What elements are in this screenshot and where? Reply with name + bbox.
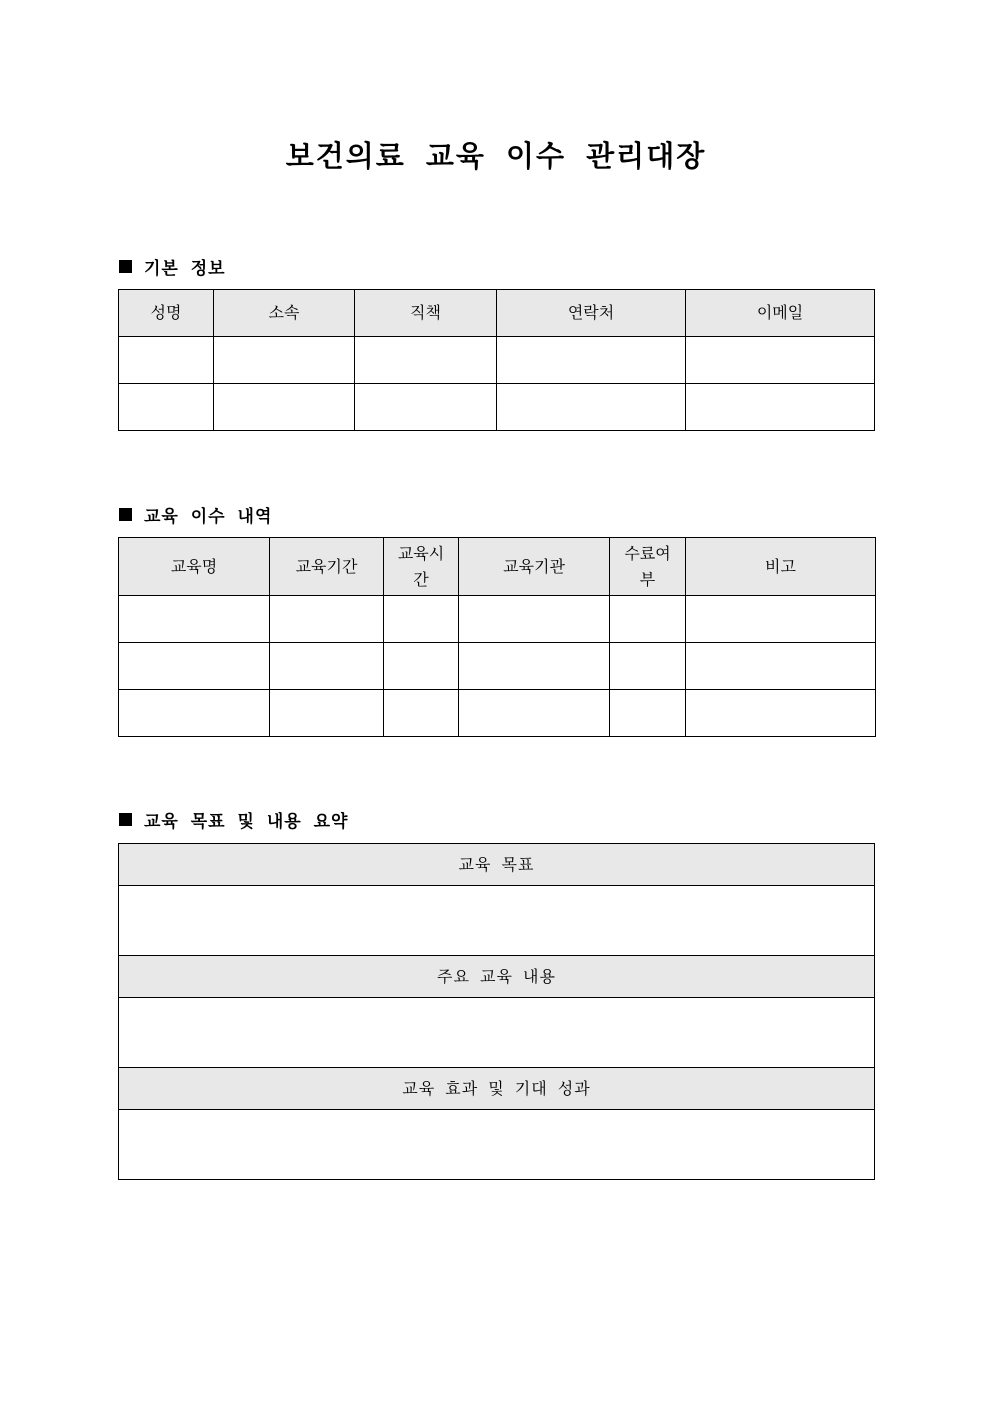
- name-cell[interactable]: [119, 337, 214, 384]
- page-title: 보건의료 교육 이수 관리대장: [285, 139, 707, 173]
- summary-content-row: [119, 886, 875, 956]
- course-hours-cell[interactable]: [384, 690, 459, 737]
- summary-table: [118, 843, 875, 1180]
- expected-outcome-content[interactable]: [119, 1110, 875, 1180]
- expected-outcome-label: 교육 효과 및 기대 성과: [119, 1068, 875, 1110]
- column-header-completion-status: 수료여부: [610, 538, 686, 596]
- summary-header-row: [119, 844, 875, 886]
- course-period-cell[interactable]: [270, 596, 384, 643]
- table-row: [119, 596, 876, 643]
- course-hours-cell[interactable]: [384, 643, 459, 690]
- education-history-table: [118, 537, 876, 737]
- main-content-content[interactable]: [119, 998, 875, 1068]
- main-content-label: 주요 교육 내용: [119, 956, 875, 998]
- section-heading-education-history: [119, 502, 272, 527]
- course-hours-cell[interactable]: [384, 596, 459, 643]
- institution-cell[interactable]: [459, 690, 610, 737]
- course-period-cell[interactable]: [270, 690, 384, 737]
- table-row: [119, 384, 875, 431]
- education-goal-content[interactable]: [119, 886, 875, 956]
- email-cell[interactable]: [686, 384, 875, 431]
- square-bullet-icon: [119, 813, 132, 826]
- table-row: [119, 690, 876, 737]
- institution-cell[interactable]: [459, 596, 610, 643]
- basic-info-table: [118, 289, 875, 431]
- course-name-cell[interactable]: [119, 690, 270, 737]
- table-header-row: [119, 290, 875, 337]
- course-name-cell[interactable]: [119, 643, 270, 690]
- summary-header-row: [119, 956, 875, 998]
- education-goal-label: 교육 목표: [119, 844, 875, 886]
- table-row: [119, 643, 876, 690]
- contact-cell[interactable]: [497, 337, 686, 384]
- section-heading-summary: [119, 807, 348, 832]
- column-header-remarks: 비고: [686, 538, 876, 596]
- square-bullet-icon: [119, 260, 132, 273]
- summary-header-row: [119, 1068, 875, 1110]
- position-cell[interactable]: [355, 384, 497, 431]
- remarks-cell[interactable]: [686, 690, 876, 737]
- completion-status-cell[interactable]: [610, 643, 686, 690]
- column-header-course-period: 교육기간: [270, 538, 384, 596]
- completion-status-cell[interactable]: [610, 690, 686, 737]
- name-cell[interactable]: [119, 384, 214, 431]
- summary-content-row: [119, 998, 875, 1068]
- remarks-cell[interactable]: [686, 643, 876, 690]
- column-header-contact: 연락처: [497, 290, 686, 337]
- column-header-course-name: 교육명: [119, 538, 270, 596]
- column-header-name: 성명: [119, 290, 214, 337]
- remarks-cell[interactable]: [686, 596, 876, 643]
- course-name-cell[interactable]: [119, 596, 270, 643]
- affiliation-cell[interactable]: [214, 384, 355, 431]
- course-period-cell[interactable]: [270, 643, 384, 690]
- column-header-position: 직책: [355, 290, 497, 337]
- column-header-institution: 교육기관: [459, 538, 610, 596]
- section-heading-label: 기본 정보: [144, 259, 226, 279]
- square-bullet-icon: [119, 508, 132, 521]
- table-header-row: [119, 538, 876, 596]
- contact-cell[interactable]: [497, 384, 686, 431]
- section-heading-label: 교육 목표 및 내용 요약: [144, 812, 349, 832]
- summary-content-row: [119, 1110, 875, 1180]
- column-header-email: 이메일: [686, 290, 875, 337]
- column-header-course-hours: 교육시간: [384, 538, 459, 596]
- institution-cell[interactable]: [459, 643, 610, 690]
- table-row: [119, 337, 875, 384]
- email-cell[interactable]: [686, 337, 875, 384]
- column-header-affiliation: 소속: [214, 290, 355, 337]
- affiliation-cell[interactable]: [214, 337, 355, 384]
- section-heading-basic-info: [119, 254, 226, 279]
- section-heading-label: 교육 이수 내역: [144, 507, 273, 527]
- position-cell[interactable]: [355, 337, 497, 384]
- completion-status-cell[interactable]: [610, 596, 686, 643]
